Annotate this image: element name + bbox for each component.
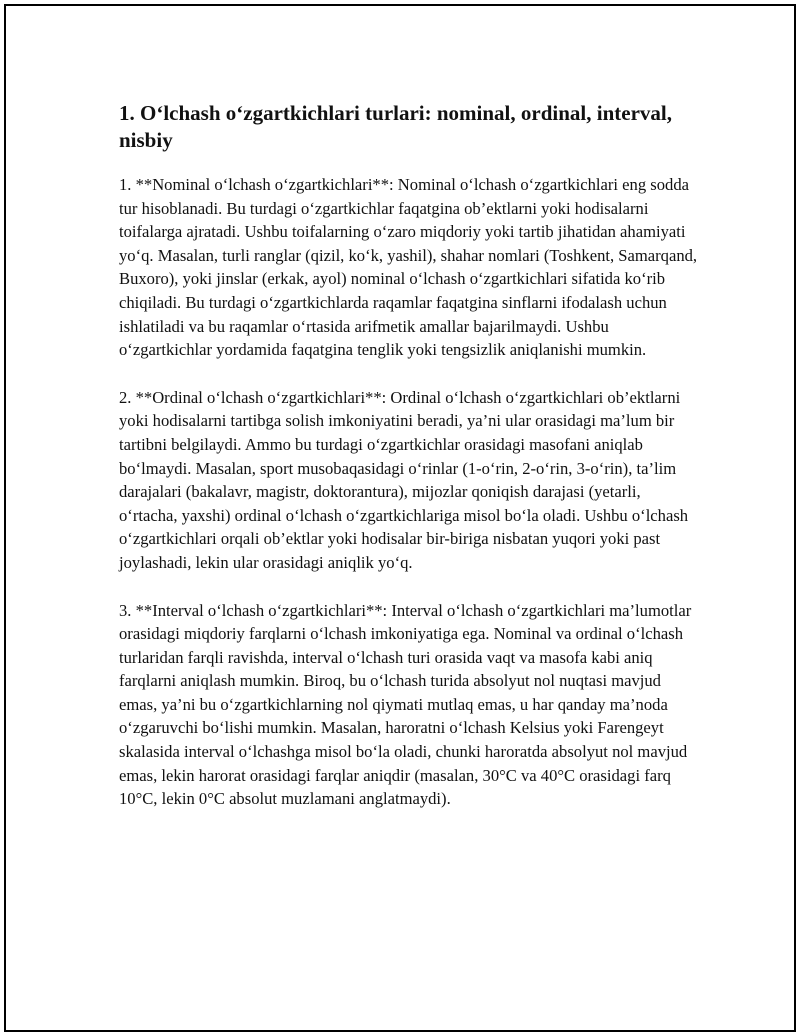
paragraph-ordinal: 2. **Ordinal o‘lchash o‘zgartkichlari**: Ordinal o‘lchash o‘zgartkichlari ob’ektlarni yoki hodisalarni tartibga solish imkoniyatini beradi, ya’ni ular orasidagi ma’lum bir tartibni belgilaydi. Ammo bu turdagi o‘zgartkichlar orasidagi masofani aniqlab bo‘lmaydi. Masalan, sport musobaqasidagi o‘rinlar (1-o‘rin, 2-o‘rin, 3-o‘rin), ta’lim darajalari (bakalavr, magistr, doktorantura), mijozlar qoniqish darajasi (yetarli, o‘rtacha, yaxshi) ordinal o‘lchash o‘zgartkichlariga misol bo‘la oladi. Ushbu o‘lchash o‘zgartkichlari orqali ob’ektlar yoki hodisalar bir-biriga nisbatan yuqori yoki past joylashadi, lekin ular orasidagi aniqlik yo‘q. bbox=[119, 387, 689, 572]
paragraph-interval: 3. **Interval o‘lchash o‘zgartkichlari**: Interval o‘lchash o‘zgartkichlari ma’lumotlar orasidagi miqdoriy farqlarni o‘lchash imkoniyatiga ega. Nominal va ordinal o‘lchash turlaridan farqli ravishda, interval o‘lchash turi orasida vaqt va masofa kabi aniq farqlarni aniqlash mumkin. Biroq, bu o‘lchash turida absolyut nol nuqtasi mavjud emas, ya’ni bu o‘zgartkichlarning nol qiymati mutlaq emas, u har qanday ma’noda o‘zgaruvchi bo‘lishi mumkin. Masalan, haroratni o‘lchash Kelsius yoki Farengeyt skalasida interval o‘lchashga misol bo‘la oladi, chunki haroratda absolyut nol mavjud emas, lekin harorat orasidagi farqlar aniqdir (masalan, 30°C va 40°C orasidagi farq 10°C, lekin 0°C absolut muzlamani anglatmaydi). bbox=[119, 600, 692, 809]
document-page bbox=[4, 4, 796, 1032]
section-heading: 1. O‘lchash o‘zgartkichlari turlari: nominal, ordinal, interval, nisbiy bbox=[119, 101, 672, 152]
document-content bbox=[119, 100, 699, 835]
paragraph-nominal: 1. **Nominal o‘lchash o‘zgartkichlari**: Nominal o‘lchash o‘zgartkichlari eng sodda tur hisoblanadi. Bu turdagi o‘zgartkichlar faqatgina ob’ektlarni yoki hodisalarni toifalarga ajratadi. Ushbu toifalarning o‘zaro miqdoriy yoki tartib jihatidan ahamiyati yo‘q. Masalan, turli ranglar (qizil, ko‘k, yashil), shahar nomlari (Toshkent, Samarqand, Buxoro), yoki jinslar (erkak, ayol) nominal o‘lchash o‘zgartkichlari sifatida ko‘rib chiqiladi. Bu turdagi o‘zgartkichlarda raqamlar faqatgina sinflarni ifodalash uchun ishlatiladi va bu raqamlar o‘rtasida arifmetik amallar bajarilmaydi. Ushbu o‘zgartkichlar yordamida faqatgina tenglik yoki tengsizlik aniqlanishi mumkin. bbox=[119, 175, 698, 360]
